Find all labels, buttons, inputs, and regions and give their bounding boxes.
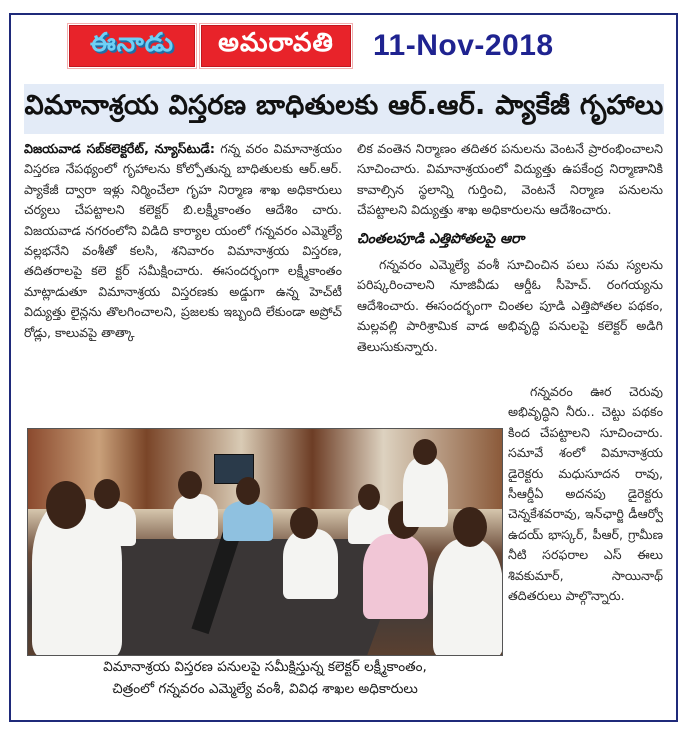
article-body-left: గన్న వరం విమానాశ్రయం విస్తరణ నేపథ్యంలో గృహాలను కోల్పోతున్న బాధితులకు ఆర్.ఆర్. ప్యాకేజీ ద్వారా ఇళ్లు నిర్మించేలా గృహ నిర్మాణ శాఖ అధికారులు చర్యలు చేపట్టాలని కలెక్టర్ బి.లక్ష్మీకాంతం ఆదేశిం చారు. విజయవాడ నగరంలోని విడిది కార్యాల యంలో గన్నవరం ఎమ్మెల్యే వల్లభనేని వంశీతో కలసి, శనివారం విమానాశ్రయ విస్తరణ, తదితరాలపై కలె క్టర్ సమీక్షించారు. ఈసందర్భంగా లక్ష్మీకాంతం మాట్లాడుతూ విమానాశ్రయ విస్తరణకు అడ్డుగా ఉన్న హెచ్‌టీ విద్యుత్తు లైన్లను తొలగించాలని, ప్రజలకు ఇబ్బంది లేకుండా అప్రోచ్ రోడ్లు, కాలువపై తాత్కా: [24, 141, 342, 340]
article-body-right-top: లిక వంతెన నిర్మాణం తదితర పనులను వెంటనే ప్రారంభించాలని సూచించారు. విమానాశ్రయంలో విద్యుత్తు ఉపకేంద్ర నిర్మాణానికి కావాల్సిన స్థలాన్ని గుర్తించి, వెంటనే నిర్మాణ పనులను చేపట్టాలని విద్యుత్తు శాఖ అధికారులను ఆదేశించారు.: [357, 141, 663, 218]
headline: విమానాశ్రయ విస్తరణ బాధితులకు ఆర్.ఆర్. ప్యాకేజీ గృహాలు: [24, 90, 664, 121]
photo-person-head: [290, 507, 318, 539]
photo-person: [173, 494, 218, 539]
article-column-narrow: [508, 382, 663, 606]
photo-person-head: [46, 481, 86, 529]
publication-date: 11-Nov-2018: [373, 29, 554, 62]
edition-logo: అమరావతి: [201, 25, 351, 67]
photo-person-head: [94, 479, 120, 509]
photo-person-head: [178, 471, 202, 499]
caption-line-2: చిత్రంలో గన్నవరం ఎమ్మెల్యే వంశీ, వివిధ శాఖల అధికారులు: [112, 681, 418, 697]
article-body-right-middle: గన్నవరం ఎమ్మెల్యే వంశీ సూచించిన పలు సమ స్యలను పరిష్కరించాలని నూజివీడు ఆర్డీఓ సీహెచ్. రంగయ్యను ఆదేశించారు. ఈసందర్భంగా చింతల పూడి ఎత్తిపోతల పథకం, మల్లవల్లి పారిశ్రామిక వాడ అభివృద్ధి పనులపై కలెక్టర్ అడిగి తెలుసుకున్నారు.: [357, 257, 663, 354]
photo-person-standing: [403, 457, 448, 527]
headline-bar: [24, 84, 664, 134]
newspaper-logo: ఈనాడు: [69, 25, 195, 67]
photo-caption: [27, 656, 503, 700]
masthead: [69, 23, 554, 69]
photo-person-pink-shirt: [363, 534, 428, 619]
photo-person: [433, 539, 503, 656]
article-column-right: [357, 139, 663, 357]
article-column-left: [24, 139, 342, 343]
photo-person-blue-shirt: [223, 501, 273, 541]
caption-line-1: విమానాశ్రయ విస్తరణ పనులపై సమీక్షిస్తున్న కలెక్టర్ లక్ష్మీకాంతం,: [103, 659, 427, 675]
clipping-frame: [9, 13, 678, 722]
photo-person-head: [236, 477, 260, 505]
photo-person-head: [453, 507, 487, 547]
photo-person-head: [413, 439, 437, 465]
photo-person: [283, 529, 338, 599]
photo-person-head: [358, 484, 380, 510]
dateline: విజయవాడ సబ్‌కలెక్టరేట్, న్యూస్‌టుడే:: [24, 141, 215, 156]
article-body-narrow: గన్నవరం ఊర చెరువు అభివృద్ధిని నీరు.. చెట్టు పథకం కింద చేపట్టాలని సూచించారు. సమావే శంలో విమానాశ్రయ డైరెక్టరు మధుసూదన రావు, సీఆర్డీఏ అదనపు డైరెక్టరు చెన్నకేశవరావు, ఇన్‌ఛార్జి డీఆర్వో ఉదయ్ భాస్కర్, పీఆర్, గ్రామీణ నీటి సరఫరాల ఎస్ ఈలు శివకుమార్, సాయినాథ్ తదితరులు పాల్గొన్నారు.: [508, 384, 663, 604]
subheading: చింతలపూడి ఎత్తిపోతలపై ఆరా: [357, 230, 525, 247]
meeting-photo: [27, 428, 503, 656]
